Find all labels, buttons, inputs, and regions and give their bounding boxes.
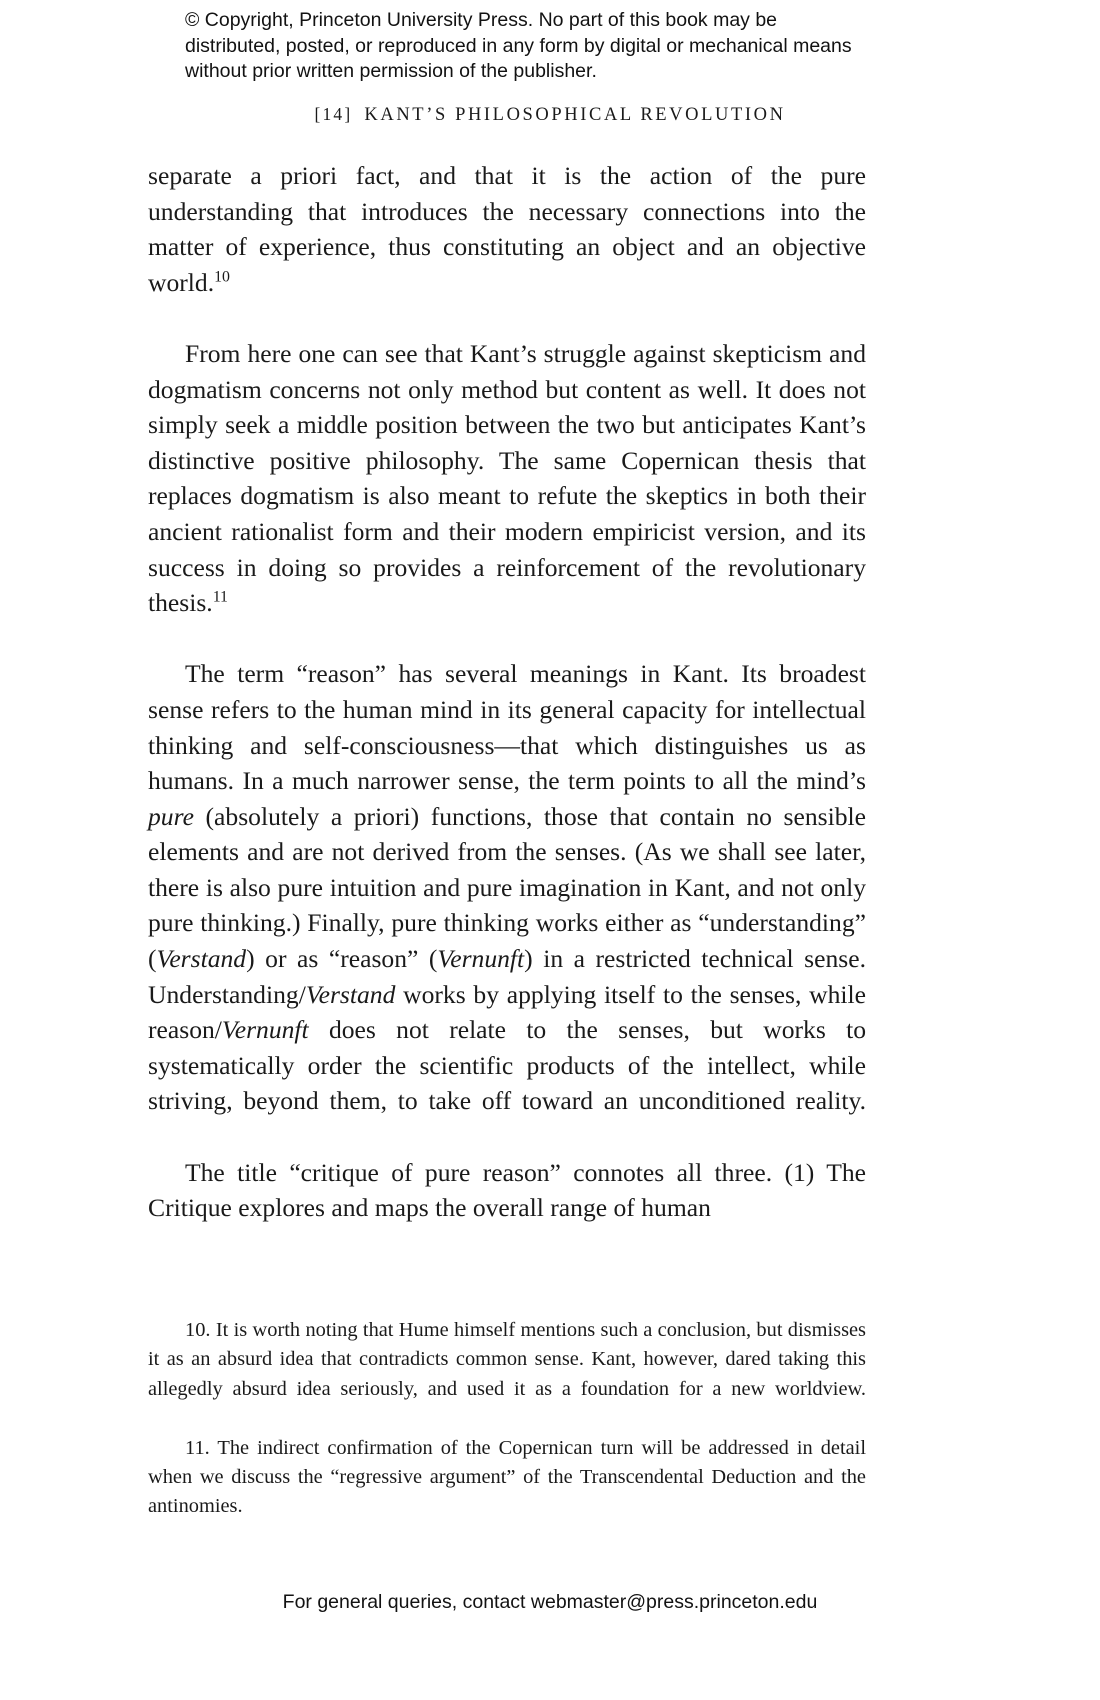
italic-term: Vernunft	[437, 944, 525, 974]
text-run: ) or as “reason” (	[246, 944, 438, 974]
text-run: does not relate to the senses, but works to systematically order the scientific products of the intellect, while striving, beyond them, to take off toward an unconditioned reality.	[148, 1015, 866, 1116]
running-head	[0, 104, 1100, 126]
text-run: (absolutely a priori) functions, those that contain no sensible elements and are not derived from the senses. (As we shall see later, there is also pure intuition and pure imagination in Kant, and not only pure thinking.) Finally, pure thinking works either as “understanding” (	[148, 801, 866, 974]
para-the-title	[148, 1155, 866, 1226]
body-text	[148, 158, 866, 1226]
italic-term: Vernunft	[221, 1015, 309, 1045]
footnote-reference: 10	[214, 268, 230, 286]
running-head-title: KANT’S PHILOSOPHICAL REVOLUTION	[364, 105, 786, 125]
text-run: From here one can see that Kant’s struggle against skepticism and dogmatism concerns not only method but content as well. It does not simply seek a middle position between the two but anticipates Kant’s distinctive positive philosophy. The same Copernican thesis that replaces dogmatism is also meant to refute the skeptics in both their ancient rationalist form and their modern empiricist version, and its success in doing so provides a reinforcement of the revolutionary thesis.	[148, 338, 866, 618]
footnote-text: The indirect confirmation of the Copernican turn will be addressed in detail when we discuss the “regressive argument” of the Transcendental Deduction and the antinomies.	[148, 1436, 866, 1518]
text-run: works by applying itself to the senses, while reason/	[148, 979, 866, 1045]
page-folio: [14]	[314, 104, 353, 124]
para-the-term-reason	[148, 656, 866, 1154]
footnotes-block	[148, 1316, 866, 1522]
italic-term: Verstand	[305, 979, 396, 1009]
para-continued	[148, 158, 866, 336]
italic-term: Verstand	[156, 944, 247, 974]
para-from-here	[148, 336, 866, 656]
text-run: The title “critique of pure reason” connotes all three. (1) The Critique explores and maps the overall range of human	[148, 1157, 866, 1223]
text-run: ) in a restricted technical sense. Understanding/	[148, 944, 866, 1009]
footer-notice: For general queries, contact webmaster@press.princeton.edu	[282, 1591, 818, 1613]
footnote-11	[148, 1434, 866, 1522]
footnote-reference: 11	[212, 588, 228, 606]
footnote-number: 11.	[185, 1436, 210, 1459]
footnote-text: It is worth noting that Hume himself mentions such a conclusion, but dismisses it as an absurd idea that contradicts common sense. Kant, however, dared taking this allegedly absurd idea seriously, and used it as a foundation for a new worldview.	[148, 1319, 866, 1400]
copyright-notice: © Copyright, Princeton University Press. No part of this book may be distributed, posted, or reproduced in any form by digital or mechanical means without prior written permission of the publisher.	[185, 9, 852, 82]
footnote-number: 10.	[185, 1319, 211, 1341]
italic-term: pure	[148, 801, 194, 831]
text-run: separate a priori fact, and that it is the action of the pure understanding that introduces the necessary connections into the matter of experience, thus constituting an object and an objective world.	[148, 161, 866, 297]
text-run: The term “reason” has several meanings in Kant. Its broadest sense refers to the human mind in its general capacity for intellectual thinking and self-consciousness—that which distinguishes us as humans. In a much narrower sense, the term points to all the mind’s	[148, 659, 866, 796]
footnote-10	[148, 1316, 866, 1434]
